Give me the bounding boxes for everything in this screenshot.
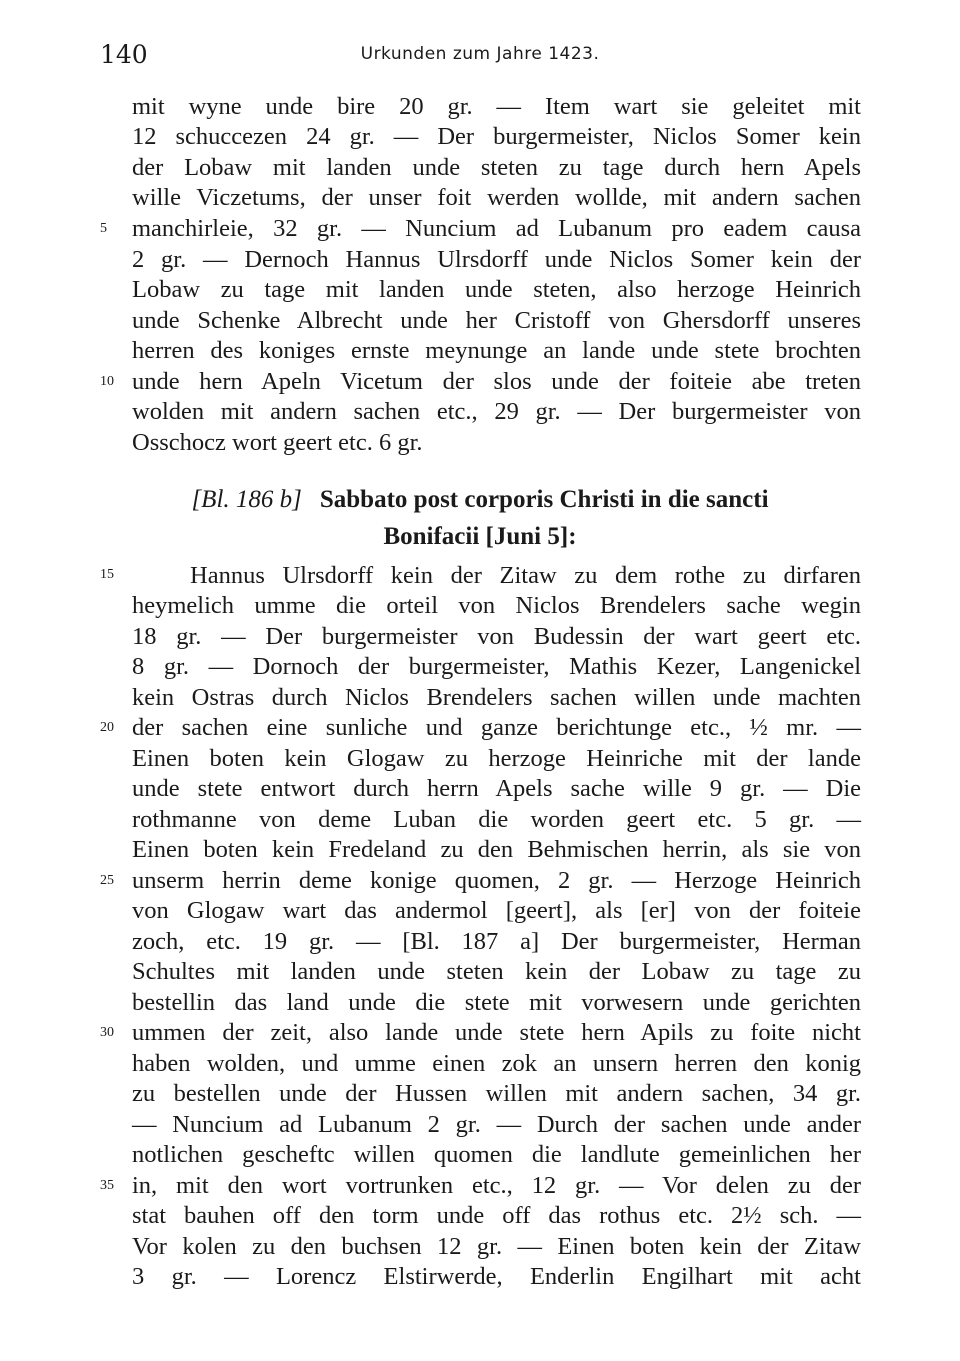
- line-number: 15: [100, 567, 114, 582]
- text-line: unserm herrin deme konige quomen, 2 gr. — Herzoge Heinrich: [132, 867, 861, 894]
- folio-reference: [Bl. 186 b]: [191, 486, 302, 513]
- line-number: 30: [100, 1025, 114, 1040]
- text-line: notlichen gescheftc willen quomen die landlute gemeinlichen her: [132, 1141, 861, 1168]
- text-line: Vor kolen zu den buchsen 12 gr. — Einen boten kein der Zitaw: [132, 1233, 861, 1260]
- text-line: zoch, etc. 19 gr. — [Bl. 187 a] Der burgermeister, Herman: [132, 928, 861, 955]
- text-line: wille Viczetums, der unser foit werden wollde, mit andern sachen: [132, 184, 861, 211]
- text-line: ummen der zeit, also lande unde stete hern Apils zu foite nicht: [132, 1019, 861, 1046]
- text-line: Lobaw zu tage mit landen unde steten, also herzoge Heinrich: [132, 276, 861, 303]
- text-line: herren des koniges ernste meynunge an lande unde stete brochten: [132, 337, 861, 364]
- text-line: manchirleie, 32 gr. — Nuncium ad Lubanum pro eadem causa: [132, 215, 861, 242]
- text-line: — Nuncium ad Lubanum 2 gr. — Durch der sachen unde ander: [132, 1111, 861, 1138]
- text-line: mit wyne unde bire 20 gr. — Item wart sie geleitet mit: [132, 93, 861, 120]
- text-line: 8 gr. — Dornoch der burgermeister, Mathis Kezer, Langenickel: [132, 653, 861, 680]
- text-line: heymelich umme die orteil von Niclos Brendelers sache wegin: [132, 592, 861, 619]
- text-line: 3 gr. — Lorencz Elstirwerde, Enderlin Engilhart mit acht: [132, 1263, 861, 1290]
- page-number: 140: [100, 40, 148, 69]
- text-line: stat bauhen off den torm unde off das rothus etc. 2½ sch. —: [132, 1202, 861, 1229]
- text-line: in, mit den wort vortrunken etc., 12 gr. — Vor delen zu der: [132, 1172, 861, 1199]
- text-line: von Glogaw wart das andermol [geert], als [er] von der foiteie: [132, 897, 861, 924]
- text-line: der Lobaw mit landen unde steten zu tage durch hern Apels: [132, 154, 861, 181]
- text-line: der sachen eine sunliche und ganze berichtunge etc., ½ mr. —: [132, 714, 861, 741]
- text-line: unde hern Apeln Vicetum der slos unde der foiteie abe treten: [132, 368, 861, 395]
- text-line: Einen boten kein Glogaw zu herzoge Heinriche mit der lande: [132, 745, 861, 772]
- running-head: Urkunden zum Jahre 1423.: [360, 44, 600, 64]
- text-line: Einen boten kein Fredeland zu den Behmischen herrin, als sie von: [132, 836, 861, 863]
- text-line: rothmanne von deme Luban die worden geert etc. 5 gr. —: [132, 806, 861, 833]
- text-line: Schultes mit landen unde steten kein der Lobaw zu tage zu: [132, 958, 861, 985]
- text-line: wolden mit andern sachen etc., 29 gr. — Der burgermeister von: [132, 398, 861, 425]
- text-line: 2 gr. — Dernoch Hannus Ulrsdorff unde Niclos Somer kein der: [132, 246, 861, 273]
- text-line: zu bestellen unde der Hussen willen mit andern sachen, 34 gr.: [132, 1080, 861, 1107]
- line-number: 25: [100, 873, 114, 888]
- text-line: Osschocz wort geert etc. 6 gr.: [132, 429, 423, 456]
- line-number: 10: [100, 374, 114, 389]
- text-line: Hannus Ulrsdorff kein der Zitaw zu dem rothe zu dirfaren: [190, 562, 861, 589]
- line-number: 20: [100, 720, 114, 735]
- line-number: 5: [100, 221, 107, 236]
- heading-line-1: Sabbato post corporis Christi in die sancti: [319, 486, 769, 513]
- text-line: unde Schenke Albrecht unde her Cristoff von Ghersdorff unseres: [132, 307, 861, 334]
- text-line: 18 gr. — Der burgermeister von Budessin der wart geert etc.: [132, 623, 861, 650]
- page-header: [100, 40, 860, 80]
- line-number: 35: [100, 1178, 114, 1193]
- section-heading: [100, 483, 860, 517]
- text-line: haben wolden, und umme einen zok an unsern herren den konig: [132, 1050, 861, 1077]
- text-line: unde stete entwort durch herrn Apels sache wille 9 gr. — Die: [132, 775, 861, 802]
- text-line: kein Ostras durch Niclos Brendelers sachen willen unde machten: [132, 684, 861, 711]
- text-line: 12 schuccezen 24 gr. — Der burgermeister, Niclos Somer kein: [132, 123, 861, 150]
- heading-line-2: Bonifacii [Juni 5]:: [383, 523, 577, 550]
- text-line: bestellin das land unde die stete mit vorwesern unde gerichten: [132, 989, 861, 1016]
